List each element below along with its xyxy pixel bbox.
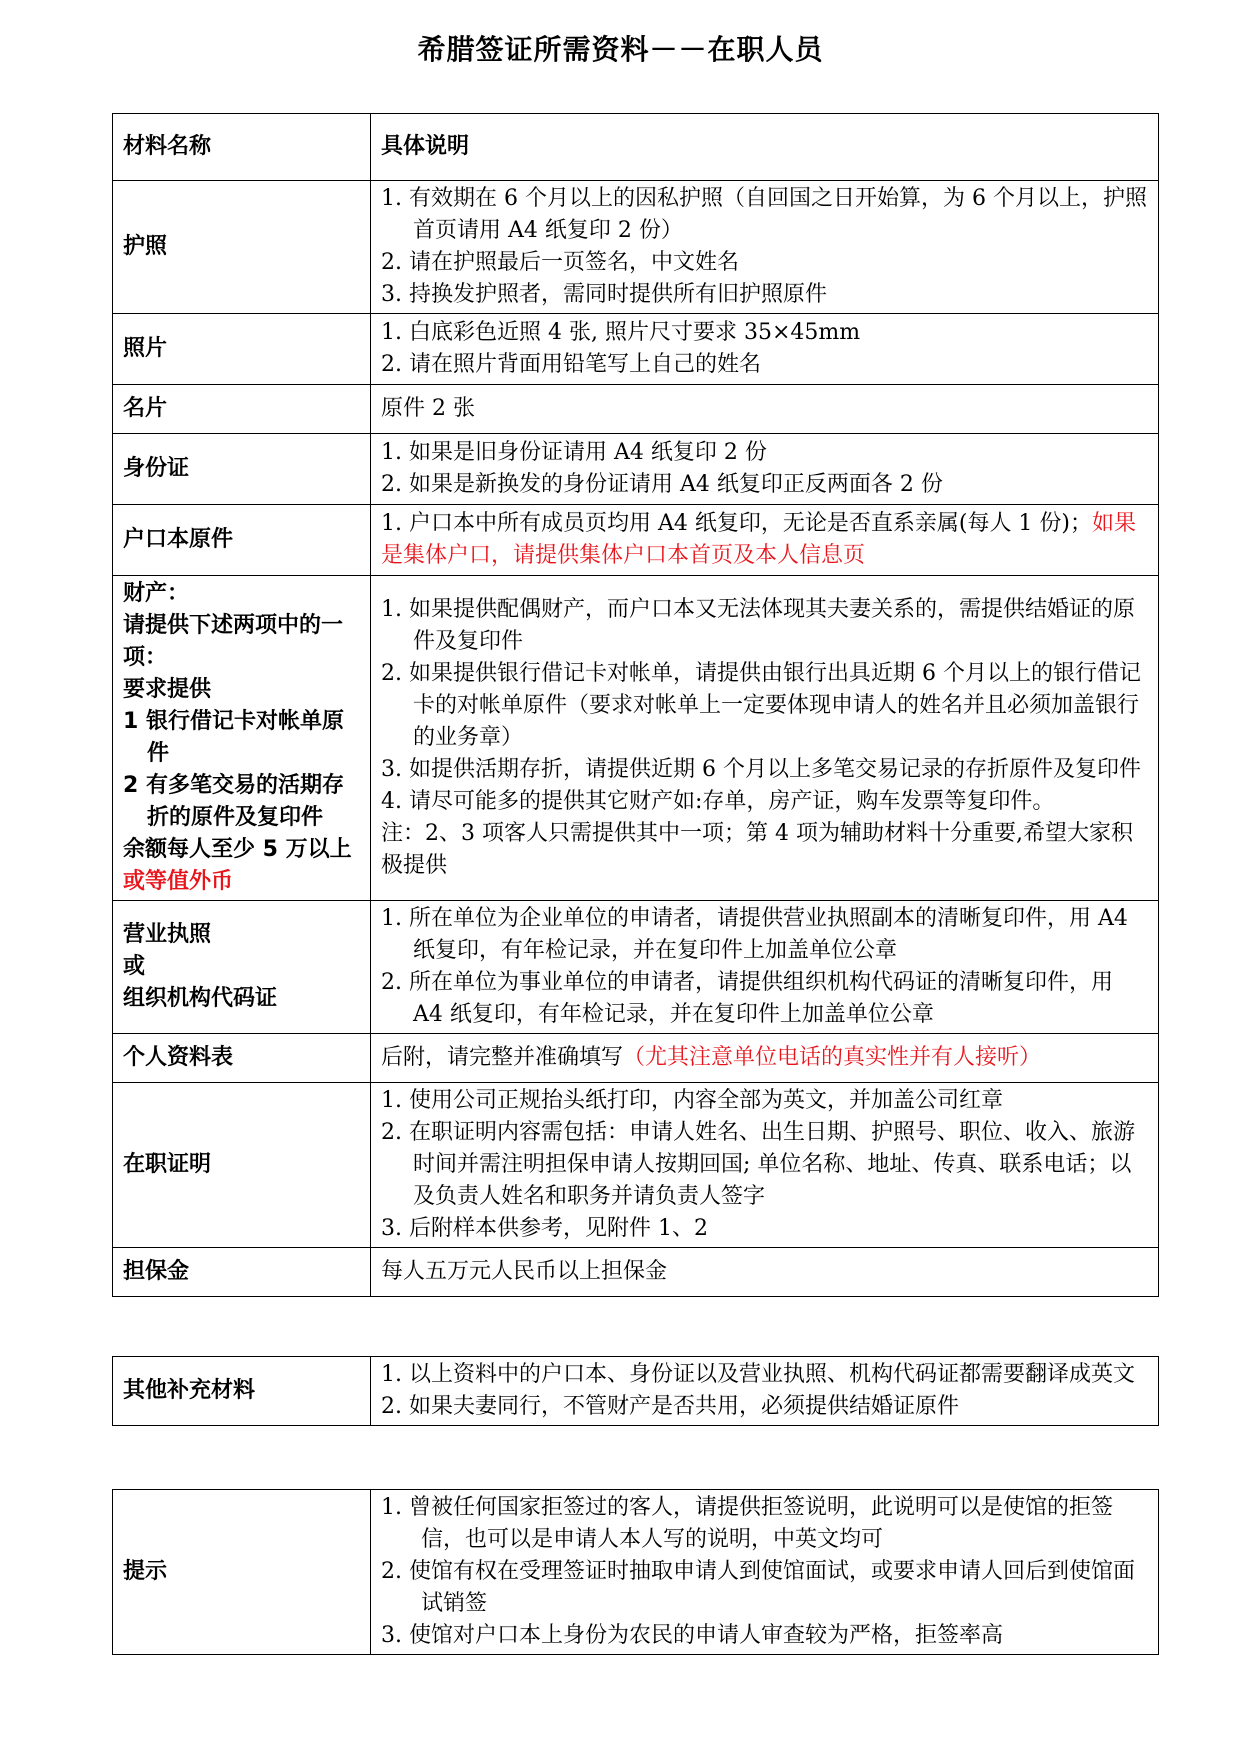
list-item: 3. 如提供活期存折，请提供近期 6 个月以上多笔交易记录的存折原件及复印件 [381,757,1141,782]
row-tips [113,1490,1159,1655]
list-item: 3. 使馆对户口本上身份为农民的申请人审查较为严格，拒签率高 [381,1623,1003,1648]
list-item: 2. 使馆有权在受理签证时抽取申请人到使馆面试，或要求申请人回后到使馆面试销签 [381,1559,1135,1616]
property-currency-note: 或等值外币 [123,869,234,894]
label-business-license [113,901,371,1034]
list-item: 1. 所在单位为企业单位的申请者，请提供营业执照副本的清晰复印件，用 A4 纸复印，有年检记录，并在复印件上加盖单位公章 [381,906,1128,963]
property-note: 注：2、3 项客人只需提供其中一项；第 4 项为辅助材料十分重要,希望大家积极提供 [381,821,1133,878]
list-item: 1. 使用公司正规抬头纸打印，内容全部为英文，并加盖公司红章 [381,1088,1003,1113]
row-other-materials [113,1357,1159,1426]
list-item: 1. 曾被任何国家拒签过的客人，请提供拒签说明，此说明可以是使馆的拒签信，也可以是申请人本人写的说明，中英文均可 [381,1495,1113,1552]
property-label-balance [123,834,360,898]
label-deposit: 担保金 [113,1248,371,1297]
list-item: 1. 以上资料中的户口本、身份证以及营业执照、机构代码证都需要翻译成英文 [381,1362,1135,1387]
desc-passport [371,181,1159,314]
label-hukou: 户口本原件 [113,505,371,576]
label-other-materials: 其他补充材料 [113,1357,371,1426]
desc-business-card: 原件 2 张 [371,385,1159,434]
list-item: 2. 请在照片背面用铅笔写上自己的姓名 [381,352,761,377]
license-label-line: 组织机构代码证 [123,986,278,1011]
label-tips: 提示 [113,1490,371,1655]
list-item: 1. 如果是旧身份证请用 A4 纸复印 2 份 [381,440,767,465]
list-item: 1. 有效期在 6 个月以上的因私护照（自回国之日开始算，为 6 个月以上，护照首页请用 A4 纸复印 2 份） [381,186,1147,243]
row-hukou [113,505,1159,576]
license-label-line: 或 [123,954,146,979]
table-header-row [113,114,1159,181]
label-property [113,576,371,901]
label-passport: 护照 [113,181,371,314]
row-property [113,576,1159,901]
list-item: 3. 持换发护照者，需同时提供所有旧护照原件 [381,282,827,307]
desc-property [371,576,1159,901]
label-photo: 照片 [113,314,371,385]
personal-info-phone-note: （尤其注意单位电话的真实性并有人接听） [623,1045,1042,1070]
list-item: 1. 白底彩色近照 4 张, 照片尺寸要求 35×45mm [381,320,861,345]
list-item: 2. 如果夫妻同行，不管财产是否共用，必须提供结婚证原件 [381,1394,959,1419]
personal-info-text: 后附，请完整并准确填写 [381,1045,624,1070]
desc-personal-info [371,1034,1159,1083]
license-label-line: 营业执照 [123,922,212,947]
header-description: 具体说明 [371,114,1159,181]
list-item: 2. 所在单位为事业单位的申请者，请提供组织机构代码证的清晰复印件，用 A4 纸复印，有年检记录，并在复印件上加盖单位公章 [381,970,1113,1027]
tips-table [112,1489,1159,1655]
property-label-option: 1 银行借记卡对帐单原件 [123,709,344,766]
row-business-card [113,385,1159,434]
list-item: 2. 请在护照最后一页签名，中文姓名 [381,250,739,275]
property-label-line: 财产： [123,581,190,606]
header-material-name: 材料名称 [113,114,371,181]
row-id-card [113,434,1159,505]
property-label-line: 请提供下述两项中的一项： [123,613,344,670]
label-id-card: 身份证 [113,434,371,505]
desc-employment-proof [371,1083,1159,1248]
desc-hukou [371,505,1159,576]
list-item: 2. 如果提供银行借记卡对帐单，请提供由银行出具近期 6 个月以上的银行借记卡的对帐单原件（要求对帐单上一定要体现申请人的姓名并且必须加盖银行的业务章） [381,661,1141,750]
label-employment-proof: 在职证明 [113,1083,371,1248]
property-balance-text: 余额每人至少 5 万以上 [123,837,352,862]
list-item: 2. 在职证明内容需包括：申请人姓名、出生日期、护照号、职位、收入、旅游时间并需注明担保申请人按期回国; 单位名称、地址、传真、联系电话；以及负责人姓名和职务并请负责人签字 [381,1120,1135,1209]
list-item: 4. 请尽可能多的提供其它财产如:存单，房产证，购车发票等复印件。 [381,789,1055,814]
label-personal-info: 个人资料表 [113,1034,371,1083]
list-item: 1. 如果提供配偶财产，而户口本又无法体现其夫妻关系的，需提供结婚证的原件及复印件 [381,597,1135,654]
hukou-collective-note: 如果是集体户口，请提供集体户口本首页及本人信息页 [381,511,1137,568]
row-passport [113,181,1159,314]
row-deposit [113,1248,1159,1297]
list-item: 2. 如果是新换发的身份证请用 A4 纸复印正反两面各 2 份 [381,472,943,497]
desc-deposit: 每人五万元人民币以上担保金 [371,1248,1159,1297]
row-personal-info [113,1034,1159,1083]
desc-business-license [371,901,1159,1034]
page-title: 希腊签证所需资料－－在职人员 [417,33,824,66]
row-employment-proof [113,1083,1159,1248]
requirements-table [112,113,1159,1297]
supplementary-table [112,1356,1159,1426]
desc-photo [371,314,1159,385]
label-business-card: 名片 [113,385,371,434]
desc-other-materials [371,1357,1159,1426]
hukou-text: 1. 户口本中所有成员页均用 A4 纸复印，无论是否直系亲属(每人 1 份)； [381,511,1093,536]
property-label-line: 要求提供 [123,677,212,702]
desc-tips [371,1490,1159,1655]
row-photo [113,314,1159,385]
desc-id-card [371,434,1159,505]
list-item: 3. 后附样本供参考，见附件 1、2 [381,1216,708,1241]
property-label-option: 2 有多笔交易的活期存折的原件及复印件 [123,773,344,830]
row-business-license [113,901,1159,1034]
